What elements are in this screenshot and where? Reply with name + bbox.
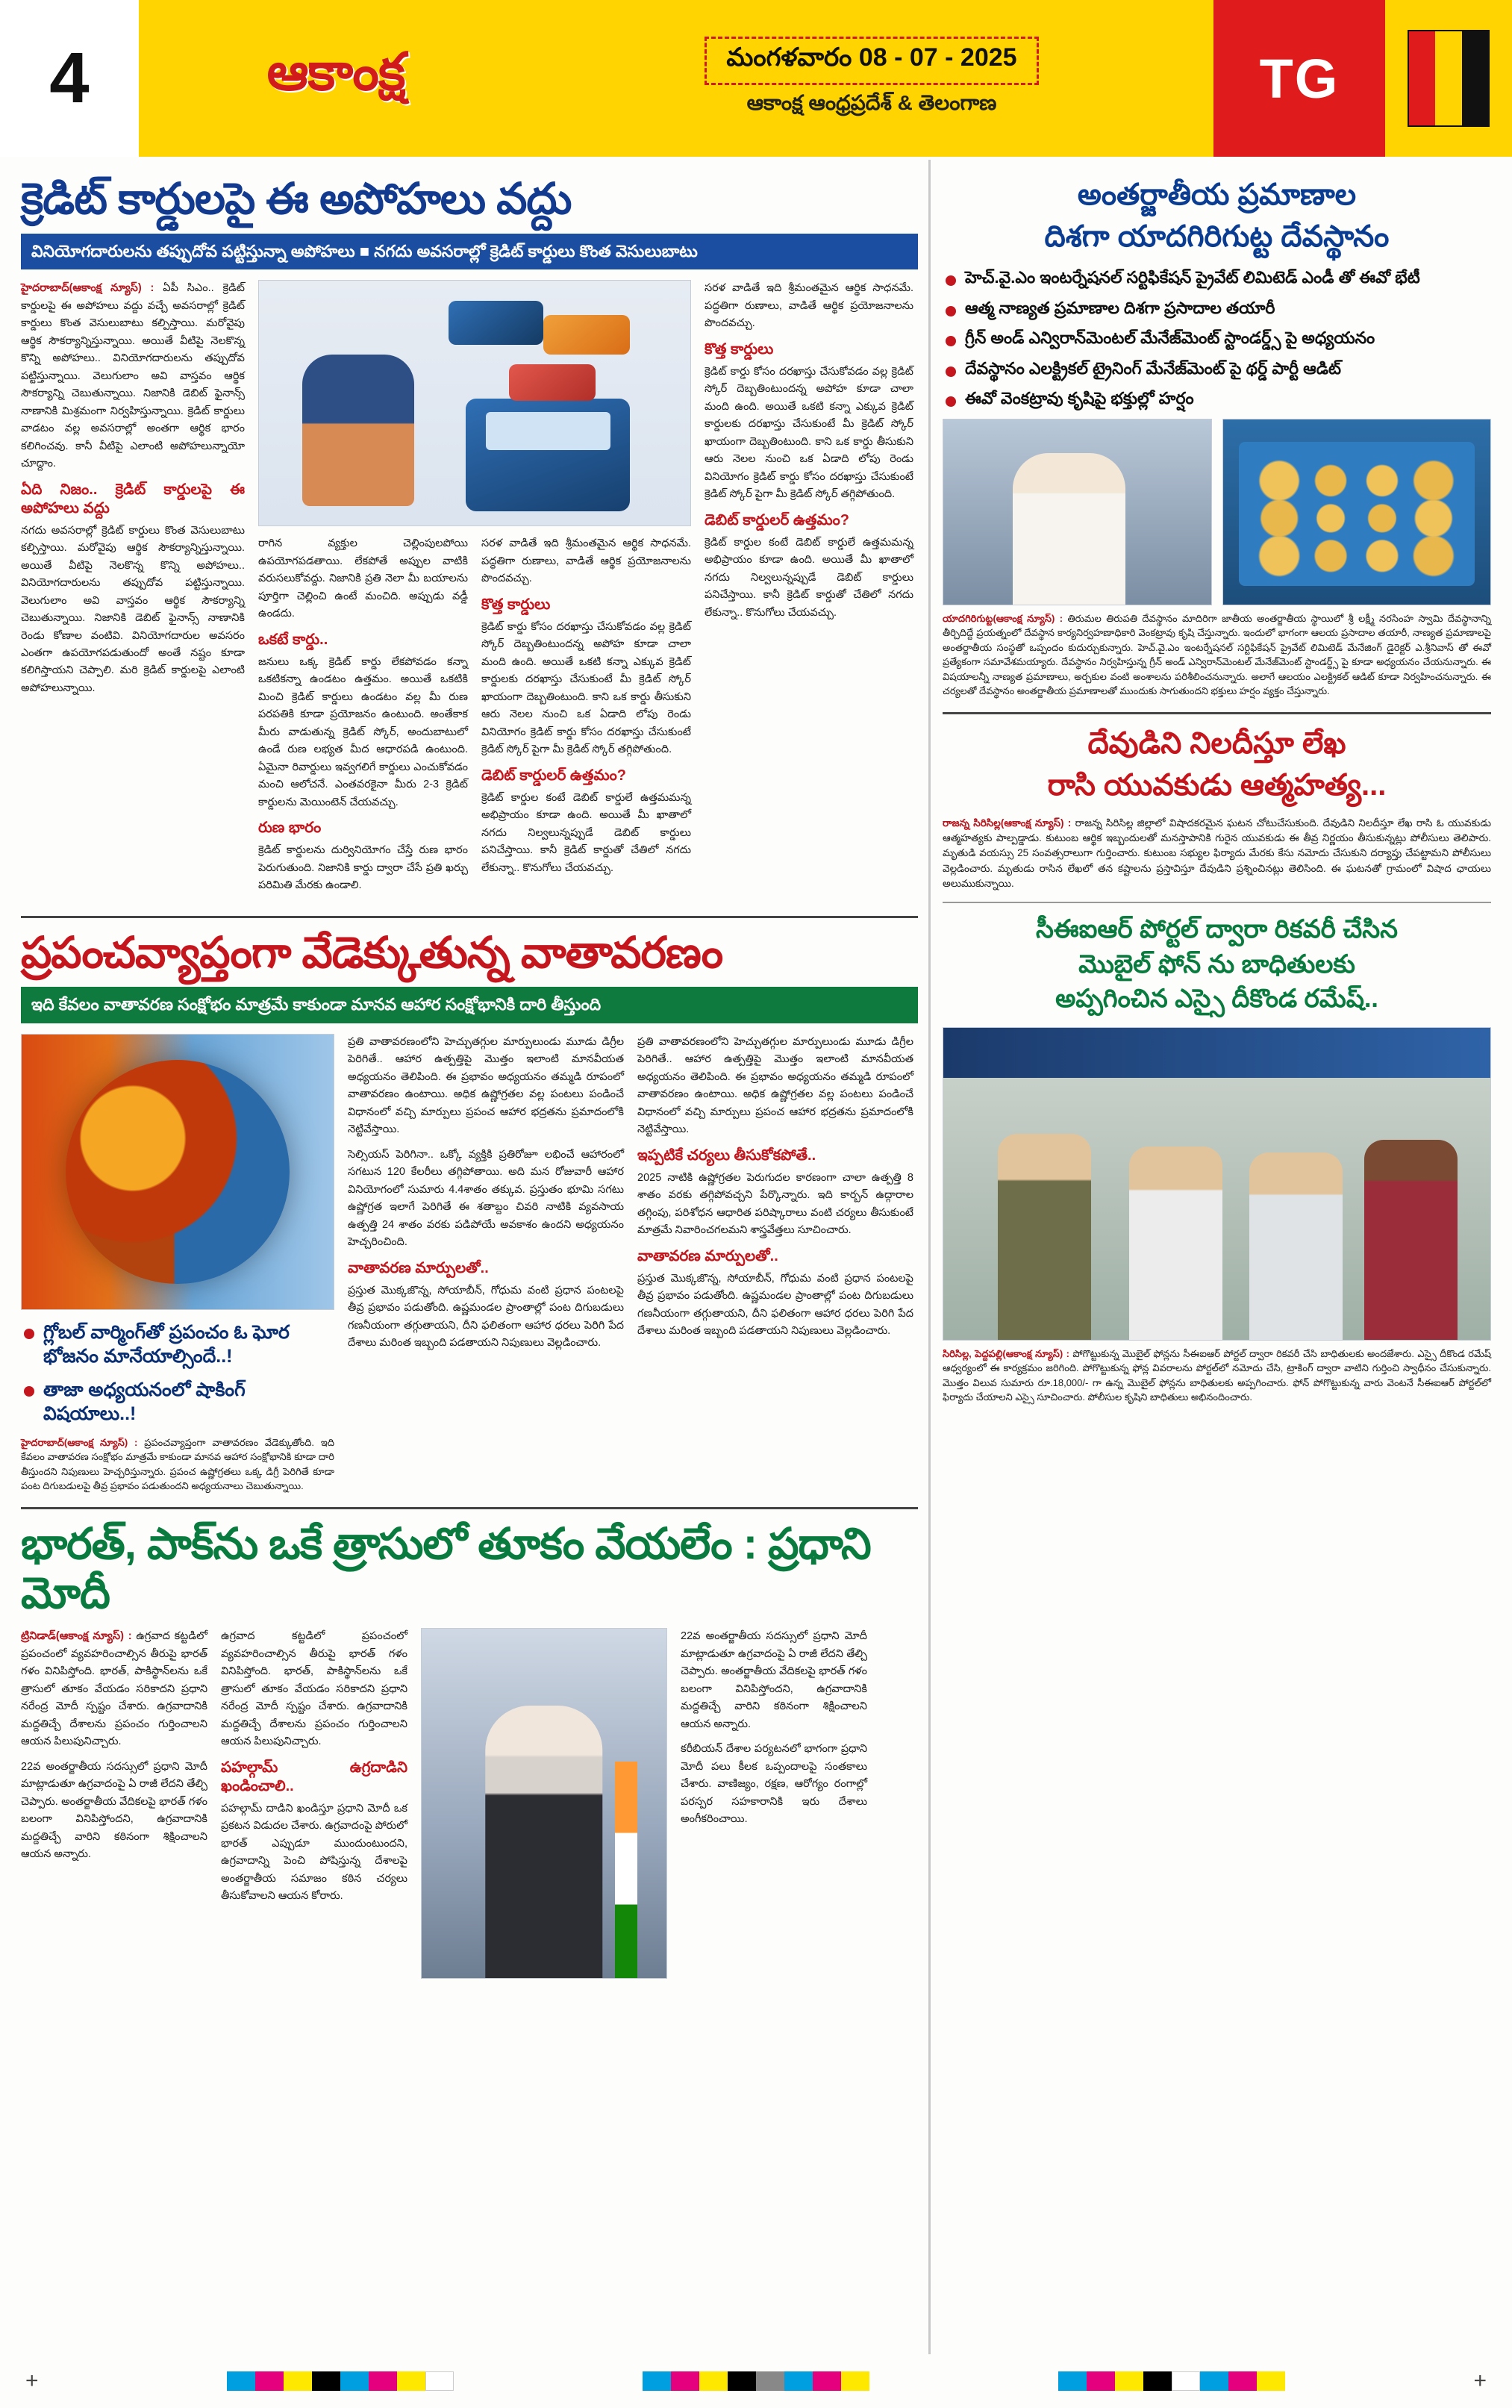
climate-left-block	[21, 1034, 334, 1494]
illustration-card-blue	[449, 301, 543, 345]
credit-subhead-6: కొత్త కార్డులు	[705, 340, 774, 358]
climate-caption	[21, 1435, 334, 1494]
climate-subhead-1: ఇప్పటికే చర్యలు తీసుకోకపోతే..	[637, 1147, 816, 1164]
credit-c2-p2: జనులు ఒక్క క్రెడిట్ కార్డు లేకపోవడం కన్నా ఒకటికన్నా ఉండటం ఉత్తమం. అయితే ఒకటికి మించి క్రెడిట్ కార్డులు ఉండటం వల్ల మీ రుణ పరపతికి కూడా ప్రయోజనం ఉంటుంది. అంతేకాక మీరు వాడుతున్న క్రెడిట్ స్కోర్, అందుబాటులో ఉండే రుణ లభ్యత మీద ఆధారపడి ఉంటుంది. ఏమైనా రివార్డులు ఇవ్వగలిగే కార్డులు ఎంచుకోవడం మంచి ఆలోచనే. ఎంతవరకైనా మీరు 2-3 క్రెడిట్ కార్డులను మెయింటెన్ చేయవచ్చు.	[258, 655, 468, 808]
temple-bullet-4: దేవస్థానం ఎలక్ట్రికల్ ట్రైనింగ్ మేనేజ్‌మెంట్ పై థర్డ్ పార్టీ ఆడిట్	[943, 358, 1491, 380]
globe-icon	[66, 1060, 290, 1284]
illustration-pos-screen	[486, 412, 610, 450]
credit-c2-p3: క్రెడిట్ కార్డులను దుర్వినియోగం చేస్తే రుణ భారం పెరుగుతుంది. నిజానికి కార్డు ద్వారా చేసే ప్రతి ఖర్చు పరిమితి మేరకు ఉండాలి.	[258, 844, 468, 892]
registration-mark-right: +	[1473, 2368, 1487, 2393]
climate-c1-p1: ప్రతి వాతావరణంలోని హెచ్చుతగ్గుల మార్పులుండు మూడు డిగ్రీల పెరిగితే.. ఆహార ఉత్పత్తిపై మొత్తం ఇలాంటి మానవీయత అధ్యయనం తెలిపింది. ఈ ప్రభావం అధ్యయనం తమ్మడి రూపంలో వాతావరణం ఉంటాయి. అధిక ఉష్ణోగ్రతల వల్ల పంటలు పండించే విధానంలో వచ్చి మార్పులు ప్రపంచ ఆహార భద్రతను ప్రమాదంలోకి నెట్టివేస్తాయి.	[348, 1035, 624, 1136]
section-divider-4	[943, 902, 1491, 903]
credit-cards-illustration	[258, 280, 691, 526]
credit-c4-p3: క్రెడిట్ కార్డుల కంటే డెబిట్ కార్డులే ఉత్తమమన్న అభిప్రాయం కూడా ఉంది. అయితే మీ ఖాతాలో నగదు నిల్వలున్నప్పుడే డెబిట్ కార్డులు పనిచేస్తాయి. కానీ క్రెడిట్ కార్డుతో చేతిలో నగదు లేకున్నా.. కొనుగోలు చేయవచ్చు.	[705, 536, 913, 619]
flag-emblem	[1385, 0, 1512, 157]
temple-bullet-2: ఆత్మ నాణ్యత ప్రమాణాల దిశగా ప్రసాదాల తయారీ	[943, 298, 1491, 319]
section-divider-1	[21, 916, 918, 918]
credit-c4-p1: సరళ వాడితే ఇది శ్రీమంతమైన ఆర్థిక సాధనమే. పద్ధతిగా రుణాలు, వాడితే ఆర్థిక ప్రయోజనాలను పొందవచ్చు.	[705, 282, 913, 330]
registration-mark-left: +	[25, 2368, 39, 2393]
modi-col-1	[21, 1628, 207, 1979]
climate-c1-p3: ప్రస్తుత మొక్కజొన్న, సోయాబీన్, గోధుమ వంటి ప్రధాన పంటలపై తీవ్ర ప్రభావం పడుతోంది. ఉష్ణమండల ప్రాంతాల్లో పంట దిగుబడులు గణనీయంగా తగ్గుతాయని, దీని ఫలితంగా ఆహార ధరలు పెరిగి పేద దేశాలు మరింత ఇబ్బంది పడతాయని నిపుణులు వెల్లడించారు.	[348, 1284, 624, 1350]
earth-photo	[21, 1034, 334, 1310]
credit-c4-p2: క్రెడిట్ కార్డు కోసం దరఖాస్తు చేసుకోవడం వల్ల క్రెడిట్ స్కోర్ దెబ్బతింటుందన్న అపోహ కూడా చాలా మంది ఉంది. అయితే ఒకటి కన్నా ఎక్కువ క్రెడిట్ కార్డులకు దరఖాస్తు చేసుకుంటే మీ క్రెడిట్ స్కోర్ ఖాయంగా దెబ్బతింటుంది. కాని ఒక కార్డు తీసుకుని ఆరు నెలల నుంచి ఒక ఏడాది లోపు రెండు వినియోగం క్రెడిట్ కార్డు కోసం దరఖాస్తు చేసుకుంటే క్రెడిట్ స్కోర్ పైగా మీ క్రెడిట్ స్కోర్ తగ్గిపోతుంది.	[705, 365, 913, 501]
temple-caption-text: తిరుమల తిరుపతి దేవస్థానం మాదిరిగా జాతీయ అంతర్జాతీయ స్థాయిలో శ్రీ లక్ష్మీ నరసింహ స్వామి దేవస్థానాన్ని తీర్చిదిద్దే ప్రయత్నంలో దేవస్థాన కార్యనిర్వహణాధికారి వెంకట్రావు కృషి చేస్తున్నారు. ఇందులో భాగంగా ఆలయ ప్రసాదాల తయారీ, నాణ్యత ప్రమాణాలపై అంతర్జాతీయ సంస్థతో ఒప్పందం కుదుర్చుకున్నారు. హెచ్.వై.ఎం ఇంటర్నేషనల్ సర్టిఫికేషన్ ప్రైవేట్ లిమిటెడ్ మేనేజింగ్ డైరెక్టర్ ఎ.శ్రీనివాస్ తో ఈవో ప్రత్యేకంగా సమావేశమయ్యారు. దేవస్థానం నిర్వహిస్తున్న గ్రీన్ అండ్ ఎన్విరాన్‌మెంటల్ మేనేజ్‌మెంట్ స్టాండర్డ్స్ పై కూడా అధ్యయనం చేయనున్నారు. ఈ విషయాలన్నీ నాణ్యత ప్రమాణాలు, అర్చకుల వంటి అంశాలను పరిశీలించనున్నారు. అలాగే ఆలయం ఎలక్ట్రికల్ ఆడిట్ కూడా నిర్వహించనున్నారు. ఈ చర్యలతో దేవస్థానం అంతర్జాతీయ ప్రమాణాలతో ముందుకు సాగుతుందని భక్తులు హర్షం వ్యక్తం చేస్తున్నారు.	[943, 612, 1492, 697]
modi-col-3	[681, 1628, 867, 1979]
temple-bullets	[943, 267, 1491, 410]
article-credit-cards	[21, 175, 918, 902]
masthead	[0, 0, 1512, 157]
climate-col-1	[348, 1034, 624, 1494]
credit-col-1	[21, 280, 245, 902]
headline-phones-line1: సీఈఐఆర్ పోర్టల్ ద్వారా రికవరీ చేసిన	[1036, 915, 1398, 944]
article-modi	[21, 1520, 918, 1979]
temple-caption-lead: యాదగిరిగుట్ట(ఆకాంక్ష న్యూస్) :	[943, 612, 1063, 624]
climate-bullet-1: గ్లోబల్ వార్మింగ్‌తో ప్రపంచం ఓ ఘోర భోజనం మానేయాల్సిందే..!	[21, 1320, 334, 1369]
modi-p4: 22వ అంతర్జాతీయ సదస్సులో ప్రధాని మోదీ మాట్లాడుతూ ఉగ్రవాదంపై ఏ రాజీ లేదని తేల్చి చెప్పారు. అంతర్జాతీయ వేదికలపై భారత్ గళం బలంగా వినిపిస్తోందని, ఉగ్రవాదానికి మద్దతిచ్చే వారిని కఠినంగా శిక్షించాలని ఆయన అన్నారు.	[681, 1630, 867, 1730]
subhead-bar-credit-cards: వినియోగదారులను తప్పుదోవ పట్టిస్తున్నా అపోహలు ■ నగదు అవసరాల్లో క్రెడిట్ కార్డులు కొంత వెసులుబాటు	[21, 234, 918, 270]
climate-caption-text: ప్రపంచవ్యాప్తంగా వాతావరణం వేడెక్కుతోంది. ఇది కేవలం వాతావరణ సంక్షోభం మాత్రమే కాకుండా మానవ ఆహార సంక్షోభానికి కూడా దారి తీస్తుందని నిపుణులు హెచ్చరిస్తున్నారు. ప్రపంచ ఉష్ణోగ్రతలు ఒక్క డిగ్రీ పెరిగితే కూడా పంట దిగుబడులపై తీవ్ర ప్రభావం పడుతుందని అధ్యయనాలు చెబుతున్నాయి.	[21, 1436, 334, 1492]
credit-col-3	[481, 535, 691, 902]
article-phones	[943, 914, 1491, 1405]
modi-p3: పహల్గామ్ దాడిని ఖండిస్తూ ప్రధాని మోదీ ఒక ప్రకటన విడుదల చేశారు. ఉగ్రవాదంపై పోరులో భారత్ ఎప్పుడూ ముందుంటుందని, ఉగ్రవాదాన్ని పెంచి పోషిస్తున్న దేశాలపై అంతర్జాతీయ సమాజం కఠిన చర్యలు తీసుకోవాలని ఆయన కోరారు.	[221, 1802, 407, 1902]
left-column	[0, 160, 928, 2354]
india-flag-icon	[615, 1762, 637, 1978]
climate-subhead-3: వాతావరణ మార్పులతో..	[637, 1247, 778, 1264]
subhead-bar-climate: ఇది కేవలం వాతావరణ సంక్షోభం మాత్రమే కాకుండా మానవ ఆహార సంక్షోభానికి దారి తీస్తుంది	[21, 987, 918, 1023]
section-divider-2	[21, 1507, 918, 1509]
temple-bullet-3: గ్రీన్ అండ్ ఎన్విరాన్‌మెంటల్ మేనేజ్‌మెంట్ స్టాండర్డ్స్ పై అధ్యయనం	[943, 328, 1491, 349]
laddu-balls	[1249, 453, 1463, 579]
police-handover-photo	[943, 1027, 1491, 1341]
credit-subhead-7: డెబిట్ కార్డులర్ ఉత్తమం?	[705, 511, 849, 528]
publication-logo	[142, 0, 530, 157]
temple-photo-pair	[943, 419, 1491, 605]
phones-caption	[943, 1347, 1491, 1405]
credit-c2-p1: రాగిన వ్యక్తుల చెల్లింపులపోయి ఉపయోగపడతాయి. లేకపోతే అప్పుల వాటికి వరుసలుకోవద్దు. నిజానికి ప్రతి నెలా మీ బయాలను పూర్తిగా చెల్లించి ఉంటే మంచిది. అప్పుడు వడ్డీ ఉండదు.	[258, 537, 468, 620]
color-swatches-left	[227, 2371, 454, 2391]
credit-col-2	[258, 535, 468, 902]
suicide-caption-text: రాజన్న సిరిసిల్ల జిల్లాలో విషాదకరమైన ఘటన చోటుచేసుకుంది. దేవుడిని నిలదీస్తూ లేఖ రాసి ఓ యువకుడు ఆత్మహత్యకు పాల్పడ్డాడు. కుటుంబ ఆర్థిక ఇబ్బందులతో మనస్తాపానికి గురైన యువకుడు ఈ తీవ్ర నిర్ణయం తీసుకున్నట్లు పోలీసులు తెలిపారు. మృతుడి వయస్సు 25 సంవత్సరాలుగా గుర్తించారు. కుటుంబ సభ్యుల ఫిర్యాదు మేరకు కేసు నమోదు చేసుకుని దర్యాప్తు చేపట్టామని పోలీసులు వెల్లడించారు. మృతుడు రాసిన లేఖలో తన కష్టాలను ప్రస్తావిస్తూ దేవుడిని ప్రశ్నించినట్లు తెలిసింది. ఈ ఘటనతో గ్రామంలో విషాద ఛాయలు అలుముకున్నాయి.	[943, 817, 1491, 889]
headline-temple-line2: దిశగా యాదగిరిగుట్ట దేవస్థానం	[1044, 220, 1390, 253]
modi-col-2	[221, 1628, 407, 1979]
headline-climate: ప్రపంచవ్యాప్తంగా వేడెక్కుతున్న వాతావరణం	[21, 928, 723, 977]
logo-text: ఆకాంక్ష	[266, 43, 405, 101]
headline-temple-line1: అంతర్జాతీయ ప్రమాణాల	[1077, 178, 1357, 211]
headline-suicide-line1: దేవుడిని నిలదీస్తూ లేఖ	[1087, 726, 1346, 760]
credit-p2: నగదు అవసరాల్లో క్రెడిట్ కార్డులు కొంత వెసులుబాటు కల్పిస్తాయి. మరోవైపు ఆర్థిక సౌకర్యాన్నిస్తున్నాయి. అయితే వీటిపై నెలకొన్న కొన్ని అపోహలు.. వినియోగదారులను తప్పుదోవ పట్టిస్తున్నాయి. వెలుగులాం అవి వాస్తవం ఆర్థిక సౌకర్యాన్ని చెబుతున్నాయి. నిజానికి డెబిట్ ఫైనాన్స్ నాణానికి రెండు కోణాల వంటివి. వినియోగదారుల అవసరం ఎంతగా ఉపయోగపడుతుందో అంతే నష్టం కూడా కలిగిస్తాయని చెప్పాలి. మరి క్రెడిట్ కార్డులపై ఎలాంటి అపోహలున్నాయి.	[21, 524, 245, 694]
credit-subhead-5: డెబిట్ కార్డులర్ ఉత్తమం?	[481, 767, 626, 784]
modi-subhead: పహల్గామ్ ఉగ్రదాడిని ఖండించాలి..	[221, 1759, 407, 1794]
beneficiary-1	[1129, 1147, 1222, 1340]
illustration-person	[302, 355, 414, 506]
color-swatches-mid	[643, 2371, 869, 2391]
climate-c1-p2: సెల్సియస్ పెరిగినా.. ఒక్కో వ్యక్తికి ప్రతిరోజూ లభించే ఆహారంలో సగటున 120 కేలరీలు తగ్గిపోతాయి. అది మన రోజువారీ ఆహార వినియోగంలో సుమారు 4.4శాతం తక్కువ. ప్రస్తుతం భూమి సగటు ఉష్ణోగ్రత ఇలాగే పెరిగితే ఈ శతాబ్దం చివరి నాటికి వ్యవసాయ ఉత్పత్తి 24 శాతం వరకు పడిపోయే అవకాశం ఉందని అధ్యయనం హెచ్చరించింది.	[348, 1148, 624, 1249]
beneficiary-3	[1364, 1140, 1458, 1340]
masthead-dateblock	[530, 0, 1213, 157]
climate-col-2	[637, 1034, 913, 1494]
edition-line: ఆకాంక్ష ఆంధ్రప్రదేశ్ & తెలంగాణ	[746, 91, 997, 114]
temple-official-photo	[943, 419, 1212, 605]
climate-c2-p0: ప్రతి వాతావరణంలోని హెచ్చుతగ్గుల మార్పులుండు మూడు డిగ్రీల పెరిగితే.. ఆహార ఉత్పత్తిపై మొత్తం ఇలాంటి మానవీయత అధ్యయనం తెలిపింది. ఈ ప్రభావం అధ్యయనం తమ్మడి రూపంలో వాతావరణం ఉంటాయి. అధిక ఉష్ణోగ్రతల వల్ల పంటలు పండించే విధానంలో వచ్చి మార్పులు ప్రపంచ ఆహార భద్రతను ప్రమాదంలోకి నెట్టివేస్తాయి.	[637, 1035, 913, 1136]
climate-bullets	[21, 1320, 334, 1426]
police-officer	[998, 1134, 1091, 1340]
credit-subhead-3: రుణ భారం	[258, 820, 322, 837]
illustration-card-orange	[543, 315, 630, 354]
temple-bullet-1: హెచ్.వై.ఎం ఇంటర్నేషనల్ సర్టిఫికేషన్ ప్రైవేట్ లిమిటెడ్ ఎండీ తో ఈవో భేటీ	[943, 267, 1491, 289]
phones-caption-lead: సిరిసిల్ల, పెద్దపల్లి(ఆకాంక్ష న్యూస్) :	[943, 1347, 1069, 1359]
modi-p1: ఉగ్రవాద కట్టడిలో ప్రపంచంలో వ్యవహరించాల్సిన తీరుపై భారత్ గళం వినిపిస్తోంది. భారత్, పాకిస్థాన్‌లను ఒకే త్రాసులో తూకం వేయడం సరికాదని ప్రధాని నరేంద్ర మోదీ స్పష్టం చేశారు. ఉగ్రవాదానికి మద్దతిచ్చే దేశాలను ప్రపంచం గుర్తించాలని ఆయన పిలుపునిచ్చారు.	[21, 1630, 208, 1748]
suicide-caption	[943, 816, 1491, 891]
headline-phones-line3: అప్పగించిన ఎస్సై దీకొండ రమేష్..	[1055, 985, 1378, 1014]
color-swatches-right	[1058, 2371, 1285, 2391]
page-content	[0, 160, 1512, 2354]
headline-credit-cards: క్రెడిట్ కార్డులపై ఈ అపోహలు వద్దు	[21, 175, 572, 223]
credit-subhead-4: కొత్త కార్డులు	[481, 596, 551, 613]
credit-subhead-2: ఒకటే కార్డు..	[258, 631, 328, 648]
headline-modi: భారత్, పాక్‌ను ఒకే త్రాసులో తూకం వేయలేం : ప్రధాని మోదీ	[21, 1519, 871, 1618]
modi-portrait	[485, 1706, 602, 1978]
issue-date: మంగళవారం 08 - 07 - 2025	[705, 37, 1038, 85]
article-suicide	[943, 725, 1491, 891]
modi-p5: కరీబియన్ దేశాల పర్యటనలో భాగంగా ప్రధాని మోదీ పలు కీలక ఒప్పందాలపై సంతకాలు చేశారు. వాణిజ్యం, రక్షణ, ఆరోగ్యం రంగాల్లో పరస్పర సహకారానికి ఇరు దేశాలు అంగీకరించాయి.	[681, 1743, 867, 1826]
modi-photo-block	[421, 1628, 667, 1979]
illustration-pos-terminal	[466, 399, 630, 511]
laddu-tray-photo	[1222, 419, 1492, 605]
suicide-caption-lead: రాజన్న సిరిసిల్ల(ఆకాంక్ష న్యూస్) :	[943, 817, 1072, 829]
credit-c3-p3: క్రెడిట్ కార్డుల కంటే డెబిట్ కార్డులే ఉత్తమమన్న అభిప్రాయం కూడా ఉంది. అయితే మీ ఖాతాలో నగదు నిల్వలున్నప్పుడే డెబిట్ కార్డులు పనిచేస్తాయి. కానీ క్రెడిట్ కార్డుతో చేతిలో నగదు లేకున్నా.. కొనుగోలు చేయవచ్చు.	[481, 791, 691, 874]
credit-c3-p1: సరళ వాడితే ఇది శ్రీమంతమైన ఆర్థిక సాధనమే. పద్ధతిగా రుణాలు, వాడితే ఆర్థిక ప్రయోజనాలను పొందవచ్చు.	[481, 537, 691, 585]
article-climate	[21, 929, 918, 1494]
article-temple	[943, 176, 1491, 699]
credit-p1: ఏపీ సిఎం.. క్రెడిట్ కార్డులపై ఈ అపోహలు వద్దు వచ్చే అవసరాల్లో క్రెడిట్ కార్డులు కొంత వెసులుబాటు కల్పిస్తాయి. మరోవైపు ఆర్థిక సౌకర్యాన్నిస్తున్నాయి. అయితే వీటిపై నెలకొన్న కొన్ని అపోహలు.. వినియోగదారులను తప్పుదోవ పట్టిస్తున్నాయి. వెలుగులాం అవి వాస్తవం ఆర్థిక సౌకర్యాన్ని చెబుతున్నాయి. నిజానికి డెబిట్ ఫైనాన్స్ నాణానికి మిశ్రమంగా నిర్వహిస్తున్నాయి. క్రెడిట్ కార్డులు వాడటం వల్ల అవసరాల్లో అంతగా ఆర్థిక భారం కలిగించవు. కానీ వీటిపై ఎలాంటి అపోహలున్నాయో చూద్దాం.	[21, 282, 246, 470]
print-registration-footer	[0, 2354, 1512, 2408]
climate-subhead-2: వాతావరణ మార్పులతో..	[348, 1259, 489, 1276]
flag-icon	[1408, 30, 1490, 127]
credit-lead-1: హైదరాబాద్(ఆకాంక్ష న్యూస్) :	[21, 282, 154, 295]
credit-subhead-1: ఏది నిజం.. క్రెడిట్ కార్డులపై ఈ అపోహలు వద్దు	[21, 481, 245, 517]
official-portrait	[1013, 453, 1125, 605]
photo-banner	[943, 1028, 1490, 1078]
climate-caption-lead: హైదరాబాద్(ఆకాంక్ష న్యూస్) :	[21, 1436, 138, 1448]
beneficiary-2	[1249, 1152, 1343, 1340]
climate-c2-p2: ప్రస్తుత మొక్కజొన్న, సోయాబీన్, గోధుమ వంటి ప్రధాన పంటలపై తీవ్ర ప్రభావం పడుతోంది. ఉష్ణమండల ప్రాంతాల్లో పంట దిగుబడులు గణనీయంగా తగ్గుతాయని, దీని ఫలితంగా ఆహార ధరలు పెరిగి పేద దేశాలు మరింత ఇబ్బంది పడతాయని నిపుణులు వెల్లడించారు.	[637, 1272, 913, 1338]
page-number: 4	[0, 0, 142, 157]
illustration-card-red	[509, 364, 596, 401]
phones-caption-text: పోగొట్టుకున్న మొబైల్ ఫోన్లను సీఈఐఆర్ పోర్టల్ ద్వారా రికవరీ చేసి బాధితులకు అందజేశారు. ఎస్సై దీకొండ రమేష్ ఆధ్వర్యంలో ఈ కార్యక్రమం జరిగింది. పోగొట్టుకున్న ఫోన్ల వివరాలను పోర్టల్‌లో నమోదు చేసి, ట్రాకింగ్ ద్వారా వాటిని గుర్తించి స్వాధీనం చేసుకున్నారు. మొత్తం విలువ సుమారు రూ.18,000/- గా ఉన్న మొబైల్ ఫోన్లను బాధితులకు అప్పగించారు. ఫోన్ పోగొట్టుకున్న వారు వెంటనే సీఈఐఆర్ పోర్టల్‌లో ఫిర్యాదు చేయాలని ఎస్సై సూచించారు. పోలీసుల కృషిని బాధితులు అభినందించారు.	[943, 1347, 1491, 1403]
modi-photo	[421, 1628, 667, 1979]
climate-c2-p1: 2025 నాటికి ఉష్ణోగ్రతల పెరుగుదల కారణంగా చాలా ఉత్పత్తి 8 శాతం వరకు తగ్గిపోవచ్చని పేర్కొన్నారు. ఇది కార్బన్ ఉద్గారాల తగ్గింపు, పరిశోధన ఆధారిత పరిష్కారాలు వంటి చర్యలు తీసుకుంటే మాత్రమే నివారించగలమని శాస్త్రవేత్తలు సూచించారు.	[637, 1171, 913, 1237]
region-code: TG	[1213, 0, 1385, 157]
modi-p1b: 22వ అంతర్జాతీయ సదస్సులో ప్రధాని మోదీ మాట్లాడుతూ ఉగ్రవాదంపై ఏ రాజీ లేదని తేల్చి చెప్పారు. అంతర్జాతీయ వేదికలపై భారత్ గళం బలంగా వినిపిస్తోందని, ఉగ్రవాదానికి మద్దతిచ్చే వారిని కఠినంగా శిక్షించాలని ఆయన అన్నారు.	[21, 1760, 207, 1860]
modi-p2: ఉగ్రవాద కట్టడిలో ప్రపంచంలో వ్యవహరించాల్సిన తీరుపై భారత్ గళం వినిపిస్తోంది. భారత్, పాకిస్థాన్‌లను ఒకే త్రాసులో తూకం వేయడం సరికాదని ప్రధాని నరేంద్ర మోదీ స్పష్టం చేశారు. ఉగ్రవాదానికి మద్దతిచ్చే దేశాలను ప్రపంచం గుర్తించాలని ఆయన పిలుపునిచ్చారు.	[221, 1630, 407, 1748]
credit-c3-p2: క్రెడిట్ కార్డు కోసం దరఖాస్తు చేసుకోవడం వల్ల క్రెడిట్ స్కోర్ దెబ్బతింటుందన్న అపోహ కూడా చాలా మంది ఉంది. అయితే ఒకటి కన్నా ఎక్కువ క్రెడిట్ కార్డులకు దరఖాస్తు చేసుకుంటే మీ క్రెడిట్ స్కోర్ ఖాయంగా దెబ్బతింటుంది. కాని ఒక కార్డు తీసుకుని ఆరు నెలల నుంచి ఒక ఏడాది లోపు రెండు వినియోగం క్రెడిట్ కార్డు కోసం దరఖాస్తు చేసుకుంటే క్రెడిట్ స్కోర్ పైగా మీ క్రెడిట్ స్కోర్ తగ్గిపోతుంది.	[481, 620, 691, 756]
modi-lead: ట్రినిడాడ్(ఆకాంక్ష న్యూస్) :	[21, 1630, 132, 1643]
headline-phones-line2: మొబైల్ ఫోన్ ను బాధితులకు	[1078, 949, 1355, 979]
temple-caption	[943, 611, 1491, 699]
right-column	[928, 160, 1512, 2354]
credit-col-4	[705, 280, 913, 902]
credit-middle-block	[258, 280, 691, 902]
section-divider-3	[943, 712, 1491, 714]
temple-bullet-5: ఈవో వెంకట్రావు కృషిపై భక్తుల్లో హర్షం	[943, 388, 1491, 410]
climate-bullet-2: తాజా అధ్యయనంలో షాకింగ్ విషయాలు..!	[21, 1378, 334, 1426]
headline-suicide-line2: రాసి యువకుడు ఆత్మహత్య...	[1047, 768, 1387, 802]
